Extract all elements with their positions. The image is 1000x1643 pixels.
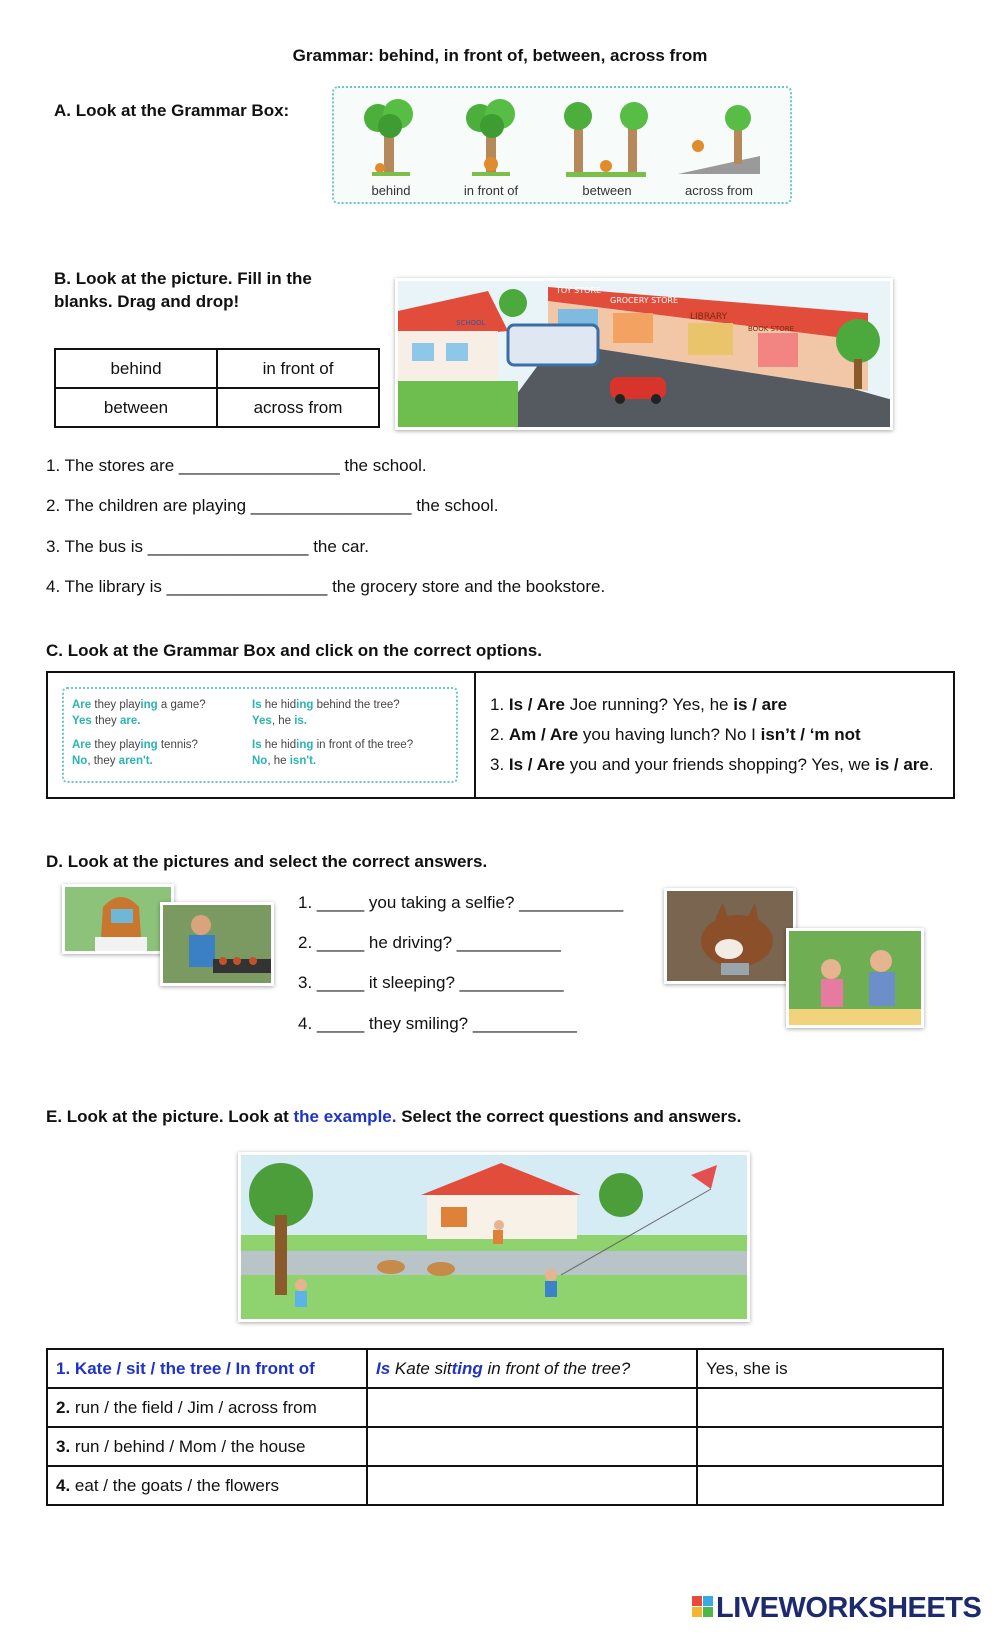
table-row: [47, 1349, 943, 1388]
word-between[interactable]: between: [55, 388, 217, 427]
page-title: Grammar: behind, in front of, between, across from: [292, 46, 708, 65]
e-row-3-answer[interactable]: [697, 1427, 943, 1466]
caption-across-from: across from: [685, 183, 753, 198]
park-picture: [238, 1152, 750, 1322]
across-from-illustration: [664, 96, 774, 200]
liveworksheets-logo: [692, 1592, 981, 1625]
between-illustration: [552, 96, 662, 200]
label-school: SCHOOL: [456, 319, 486, 327]
word-across-from[interactable]: across from: [217, 388, 379, 427]
caption-in-front-of: in front of: [463, 183, 519, 198]
d-question-1[interactable]: 1. _____ you taking a selfie? ___________: [298, 893, 624, 912]
section-a-heading: A. Look at the Grammar Box:: [54, 101, 290, 120]
e-row-2-question[interactable]: [367, 1388, 697, 1427]
table-row: [47, 1388, 943, 1427]
c-q3-option-1[interactable]: Is / Are: [508, 755, 565, 774]
c-box-q3: Is he hiding behind the tree?: [252, 699, 400, 711]
e-row-2-answer[interactable]: [697, 1388, 943, 1427]
c-q2-option-2[interactable]: isn’t / ‘m not: [760, 725, 861, 744]
example-link[interactable]: the example.: [293, 1107, 397, 1126]
section-e-table: [46, 1348, 944, 1506]
caption-behind: behind: [371, 183, 411, 198]
e-row-3-prompt: 3. run / behind / Mom / the house: [47, 1427, 367, 1466]
word-in-front-of[interactable]: in front of: [217, 349, 379, 388]
e-row-1-question[interactable]: Is Kate sitting in front of the tree?: [367, 1349, 697, 1388]
word-box: [54, 348, 380, 428]
e-row-4-prompt: 4. eat / the goats / the flowers: [47, 1466, 367, 1505]
section-b-heading-line1: B. Look at the picture. Fill in the: [54, 269, 312, 288]
e-row-4-answer[interactable]: [697, 1466, 943, 1505]
section-e-heading: E. Look at the picture. Look at the example. Select the correct questions and answers.: [46, 1107, 742, 1126]
c-box-a3: Yes, he is.: [252, 715, 308, 727]
section-c-heading: C. Look at the Grammar Box and click on the correct options.: [46, 641, 542, 660]
section-d-heading: D. Look at the pictures and select the correct answers.: [46, 852, 488, 871]
grammar-box-a: [332, 86, 792, 204]
c-box-q2: Are they playing tennis?: [72, 739, 198, 751]
table-row: [47, 1427, 943, 1466]
label-grocery-store: GROCERY STORE: [610, 296, 679, 305]
word-behind[interactable]: behind: [55, 349, 217, 388]
grammar-box-c: [62, 687, 458, 783]
street-picture: [395, 278, 893, 430]
c-question-1: 1. Is / Are Joe running? Yes, he is / are: [490, 695, 788, 714]
e-row-3-question[interactable]: [367, 1427, 697, 1466]
label-toy-store: TOY STORE: [556, 286, 602, 295]
b-sentence-2[interactable]: 2. The children are playing _________________ the school.: [46, 496, 499, 515]
c-q3-option-2[interactable]: is / are: [874, 755, 929, 774]
c-question-2: 2. Am / Are you having lunch? No I isn’t / ‘m not: [490, 725, 861, 744]
dog-photo: [664, 888, 796, 984]
caption-between: between: [582, 183, 632, 198]
c-question-3: 3. Is / Are you and your friends shopping? Yes, we is / are.: [490, 755, 934, 774]
b-sentence-1[interactable]: 1. The stores are _________________ the school.: [46, 456, 427, 475]
behind-illustration: [336, 96, 446, 200]
c-q1-option-1[interactable]: Is / Are: [508, 695, 565, 714]
e-row-1-answer[interactable]: Yes, she is: [697, 1349, 943, 1388]
section-b-heading-line2: blanks. Drag and drop!: [54, 292, 240, 311]
c-q1-option-2[interactable]: is / are: [733, 695, 788, 714]
label-library: LIBRARY: [690, 312, 728, 322]
d-question-4[interactable]: 4. _____ they smiling? ___________: [298, 1014, 577, 1033]
e-row-4-question[interactable]: [367, 1466, 697, 1505]
gardening-photo: [786, 928, 924, 1028]
e-row-2-prompt: 2. run / the field / Jim / across from: [47, 1388, 367, 1427]
c-box-a4: No, he isn't.: [252, 755, 317, 767]
in-front-of-illustration: [436, 96, 546, 200]
e-row-1-prompt: 1. Kate / sit / the tree / In front of: [47, 1349, 367, 1388]
label-book-store: BOOK STORE: [748, 325, 795, 333]
d-question-2[interactable]: 2. _____ he driving? ___________: [298, 933, 561, 952]
logo-blocks-icon: [692, 1594, 714, 1620]
grill-photo: [160, 902, 274, 986]
c-box-a2: No, they aren't.: [72, 755, 153, 767]
c-box-q4: Is he hiding in front of the tree?: [252, 739, 414, 751]
section-c-box: [46, 671, 955, 799]
selfie-photo: [62, 884, 174, 954]
d-question-3[interactable]: 3. _____ it sleeping? ___________: [298, 973, 564, 992]
table-row: [47, 1466, 943, 1505]
b-sentence-4[interactable]: 4. The library is _________________ the grocery store and the bookstore.: [46, 577, 606, 596]
c-divider: [474, 673, 476, 797]
c-box-q1: Are they playing a game?: [72, 699, 206, 711]
logo-text: LIVEWORKSHEETS: [716, 1592, 982, 1624]
c-box-a1: Yes they are.: [72, 715, 141, 727]
c-q2-option-1[interactable]: Am / Are: [508, 725, 579, 744]
b-sentence-3[interactable]: 3. The bus is _________________ the car.: [46, 537, 369, 556]
